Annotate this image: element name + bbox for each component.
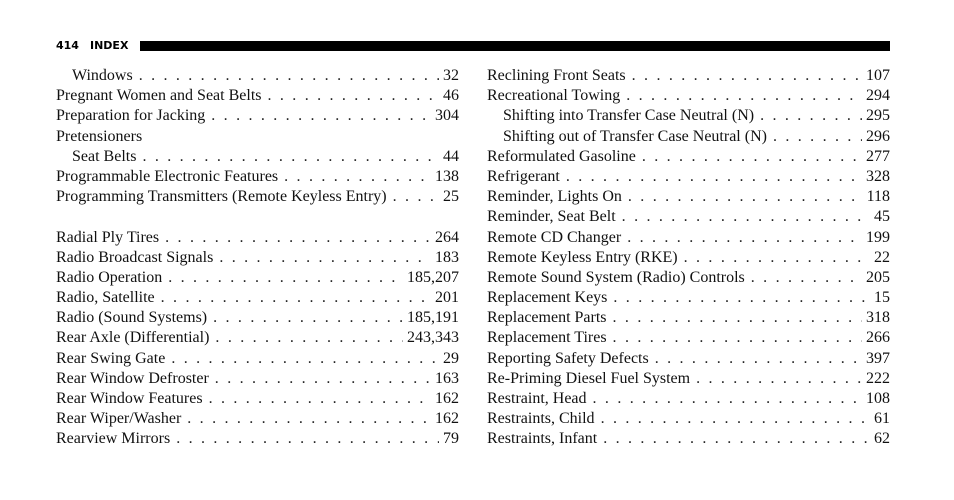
dot-leader [211,107,431,125]
dot-leader [161,289,431,307]
index-entry [487,249,890,269]
entry-label: Remote Sound System (Radio) Controls [487,268,745,286]
entry-page-number: 183 [435,248,459,266]
dot-leader [593,390,862,408]
entry-page-number: 45 [874,208,890,226]
entry-label: Shifting into Transfer Case Neutral (N) [503,107,755,125]
entry-page-number: 107 [866,67,890,84]
dot-leader [684,249,870,267]
index-entry [56,269,459,289]
index-entry [487,350,890,370]
index-entry [487,168,890,188]
entry-page-number: 185,191 [407,309,459,327]
entry-label: Rearview Mirrors [56,430,171,448]
dot-leader [393,188,439,206]
entry-page-number: 264 [435,228,459,246]
index-entry [56,229,459,249]
entry-page-number: 295 [866,107,890,125]
dot-leader [628,188,863,206]
dot-leader [165,229,431,247]
header-rule [140,41,890,51]
entry-label: Radial Ply Tires [56,228,160,246]
dot-leader [626,87,862,105]
entry-label: Rear Window Defroster [56,369,209,387]
index-entry [56,390,459,410]
entry-page-number: 162 [435,410,459,428]
index-entry [56,67,459,87]
entry-label: Replacement Parts [487,309,607,327]
index-entry [56,128,459,148]
dot-leader [760,107,862,125]
entry-page-number: 201 [435,289,459,307]
index-entry [56,188,459,208]
dot-leader [209,390,431,408]
dot-leader [642,148,862,166]
entry-label: Pretensioners [56,127,143,145]
entry-label: Replacement Tires [487,329,607,347]
entry-page-number: 328 [866,167,890,185]
dot-leader [751,269,862,287]
entry-label: Shifting out of Transfer Case Neutral (N) [503,127,767,145]
dot-leader [139,67,439,85]
entry-page-number: 162 [435,390,459,407]
entry-label: Radio, Satellite [56,289,155,307]
entry-label: Reclining Front Seats [487,67,626,84]
index-entry [487,208,890,228]
entry-label: Recreational Towing [487,87,621,105]
entry-page-number: 62 [874,430,890,448]
dot-leader [171,350,439,368]
entry-label: Reminder, Seat Belt [487,208,616,226]
index-entry [56,148,459,168]
entry-label: Reporting Safety Defects [487,349,649,367]
index-entry [487,148,890,168]
dot-leader [284,168,431,186]
dot-leader [601,410,870,428]
entry-label: Restraints, Child [487,410,595,428]
dot-leader [603,430,870,448]
dot-leader [632,67,862,85]
index-entry [56,289,459,309]
entry-label: Remote Keyless Entry (RKE) [487,248,678,266]
index-entry [56,309,459,329]
page-number: 414 [56,39,79,52]
index-entry [56,370,459,390]
entry-label: Preparation for Jacking [56,107,206,125]
dot-leader [627,229,862,247]
entry-page-number: 118 [866,188,890,206]
entry-label: Radio Operation [56,268,163,286]
entry-label: Reformulated Gasoline [487,147,636,165]
dot-leader [168,269,403,287]
index-entry [487,188,890,208]
index-entry [487,289,890,309]
index-entry [487,229,890,249]
index-entry [56,107,459,127]
dot-leader [773,128,862,146]
dot-leader [622,208,870,226]
index-entry [56,87,459,107]
index-entry [487,370,890,390]
entry-label: Programming Transmitters (Remote Keyless Entry) [56,188,387,206]
entry-label: Radio (Sound Systems) [56,309,208,327]
entry-page-number: 61 [874,410,890,428]
dot-leader [613,289,870,307]
dot-leader [176,430,439,448]
entry-label: Restraints, Infant [487,430,598,448]
index-entry [56,329,459,349]
section-title: INDEX [90,39,129,52]
entry-label: Refrigerant [487,167,560,185]
dot-leader [219,249,431,267]
index-entry [487,390,890,410]
entry-page-number: 32 [443,67,459,84]
index-entry [56,430,459,450]
entry-page-number: 22 [874,248,890,266]
dot-leader [187,410,431,428]
dot-leader [613,309,862,327]
entry-page-number: 294 [866,87,890,105]
entry-label: Rear Axle (Differential) [56,329,210,347]
index-entry [56,410,459,430]
entry-label: Remote CD Changer [487,228,622,246]
index-entry [487,67,890,87]
entry-label: Restraint, Head [487,390,587,407]
entry-label: Seat Belts [72,147,137,165]
entry-page-number: 138 [435,167,459,185]
entry-page-number: 108 [866,390,890,407]
entry-page-number: 29 [443,349,459,367]
entry-label: Reminder, Lights On [487,188,622,206]
entry-page-number: 277 [866,147,890,165]
index-entry [487,309,890,329]
index-entry [487,87,890,107]
index-column-left [56,67,459,451]
entry-page-number: 266 [866,329,890,347]
entry-page-number: 296 [866,127,890,145]
entry-page-number: 318 [866,309,890,327]
entry-label: Programmable Electronic Features [56,167,279,185]
index-entry [56,350,459,370]
index-entry [56,249,459,269]
entry-label: Rear Swing Gate [56,349,166,367]
dot-leader [613,329,862,347]
entry-page-number: 304 [435,107,459,125]
entry-page-number: 205 [866,268,890,286]
dot-leader [566,168,862,186]
dot-leader [213,309,403,327]
index-entry [487,107,890,127]
entry-page-number: 15 [874,289,890,307]
entry-page-number: 222 [866,369,890,387]
entry-page-number: 243,343 [407,329,459,347]
index-entry [56,168,459,188]
entry-label: Rear Wiper/Washer [56,410,182,428]
dot-leader [215,370,431,388]
entry-page-number: 185,207 [407,268,459,286]
dot-leader [268,87,440,105]
entry-label: Windows [72,67,133,84]
entry-page-number: 397 [866,349,890,367]
entry-page-number: 79 [443,430,459,448]
index-column-right [487,67,890,451]
dot-leader [215,329,403,347]
entry-page-number: 44 [443,147,459,165]
entry-page-number: 46 [443,87,459,105]
index-entry [487,269,890,289]
entry-label: Radio Broadcast Signals [56,248,214,266]
index-entry [487,410,890,430]
index-entry [487,329,890,349]
dot-leader [142,148,439,166]
entry-page-number: 199 [866,228,890,246]
entry-label: Replacement Keys [487,289,608,307]
entry-page-number: 163 [435,369,459,387]
dot-leader [655,350,862,368]
entry-page-number: 25 [443,188,459,206]
dot-leader [696,370,862,388]
index-entry [487,430,890,450]
page-header [56,38,890,54]
entry-label: Re-Priming Diesel Fuel System [487,369,691,387]
entry-label: Rear Window Features [56,390,203,407]
section-gap [56,208,459,228]
entry-label: Pregnant Women and Seat Belts [56,87,262,105]
index-entry [487,128,890,148]
